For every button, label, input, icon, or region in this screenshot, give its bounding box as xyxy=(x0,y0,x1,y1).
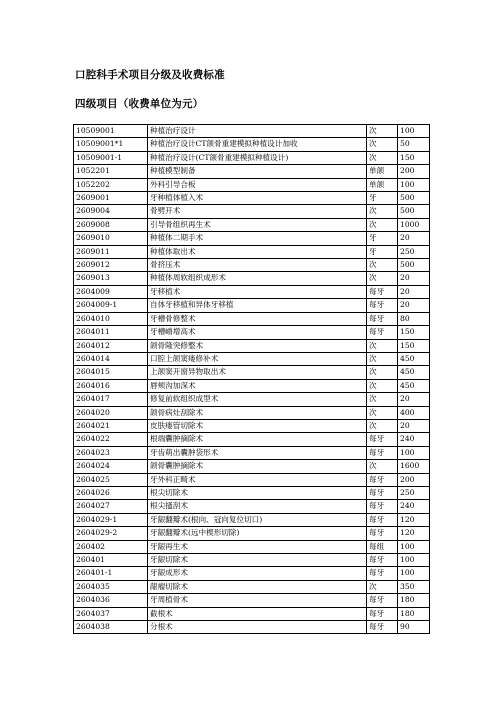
item-name-cell: 牙种植体植入术 xyxy=(148,192,367,205)
item-code-cell: 2604036 xyxy=(74,594,148,607)
unit-cell: 次 xyxy=(367,580,398,593)
item-name-cell: 种植体二期手术 xyxy=(148,232,367,245)
item-name-cell: 牙龈翻瓣术(远中楔形切除) xyxy=(148,527,367,540)
item-code-cell: 2604022 xyxy=(74,433,148,446)
item-code-cell: 2604011 xyxy=(74,326,148,339)
unit-cell: 次 xyxy=(367,366,398,379)
item-code-cell: 2604014 xyxy=(74,352,148,365)
table-row xyxy=(74,406,430,419)
price-cell: 250 xyxy=(398,245,430,258)
unit-cell: 每牙 xyxy=(367,607,398,620)
unit-cell: 次 xyxy=(367,125,398,138)
item-code-cell: 260402 xyxy=(74,540,148,553)
item-name-cell: 引导骨组织再生术 xyxy=(148,218,367,231)
price-cell: 240 xyxy=(398,433,430,446)
price-cell: 80 xyxy=(398,312,430,325)
table-row xyxy=(74,232,430,245)
item-code-cell: 2604012 xyxy=(74,339,148,352)
item-name-cell: 种植治疗设计CT颌骨重建模拟种植设计加收 xyxy=(148,138,367,151)
item-code-cell: 2604035 xyxy=(74,580,148,593)
price-cell: 250 xyxy=(398,486,430,499)
price-cell: 100 xyxy=(398,554,430,567)
item-code-cell: 2604015 xyxy=(74,366,148,379)
unit-cell: 每牙 xyxy=(367,554,398,567)
item-code-cell: 2604027 xyxy=(74,500,148,513)
price-cell: 180 xyxy=(398,594,430,607)
price-cell: 200 xyxy=(398,165,430,178)
unit-cell: 次 xyxy=(367,339,398,352)
price-cell: 100 xyxy=(398,567,430,580)
price-cell: 120 xyxy=(398,527,430,540)
table-row xyxy=(74,366,430,379)
item-code-cell: 2604029-2 xyxy=(74,527,148,540)
item-name-cell: 骨挤压术 xyxy=(148,259,367,272)
item-name-cell: 种植体取出术 xyxy=(148,245,367,258)
unit-cell: 次 xyxy=(367,138,398,151)
unit-cell: 每牙 xyxy=(367,312,398,325)
document-subtitle: 四级项目（收费单位为元） xyxy=(75,98,204,110)
item-code-cell: 2609004 xyxy=(74,205,148,218)
table-row xyxy=(74,192,430,205)
table-row xyxy=(74,513,430,526)
item-name-cell: 根尖搔刮术 xyxy=(148,500,367,513)
unit-cell: 每牙 xyxy=(367,621,398,634)
table-row xyxy=(74,259,430,272)
unit-cell: 每牙 xyxy=(367,500,398,513)
item-name-cell: 牙槽骨修整术 xyxy=(148,312,367,325)
table-row xyxy=(74,567,430,580)
item-code-cell: 2609008 xyxy=(74,218,148,231)
item-code-cell: 2604017 xyxy=(74,393,148,406)
table-row xyxy=(74,607,430,620)
price-cell: 150 xyxy=(398,339,430,352)
item-name-cell: 截根术 xyxy=(148,607,367,620)
unit-cell: 每牙 xyxy=(367,433,398,446)
item-code-cell: 2604023 xyxy=(74,446,148,459)
price-cell: 450 xyxy=(398,366,430,379)
item-name-cell: 口腔上颌窦瘘修补术 xyxy=(148,352,367,365)
item-name-cell: 唇颊沟加深术 xyxy=(148,379,367,392)
item-code-cell: 2604016 xyxy=(74,379,148,392)
price-cell: 20 xyxy=(398,285,430,298)
unit-cell: 每牙 xyxy=(367,486,398,499)
unit-cell: 次 xyxy=(367,419,398,432)
table-row xyxy=(74,218,430,231)
unit-cell: 次 xyxy=(367,460,398,473)
price-cell: 350 xyxy=(398,580,430,593)
item-name-cell: 颌骨隆突修整术 xyxy=(148,339,367,352)
item-name-cell: 牙外科正畸术 xyxy=(148,473,367,486)
price-cell: 100 xyxy=(398,540,430,553)
item-code-cell: 2604009-1 xyxy=(74,299,148,312)
item-code-cell: 2604026 xyxy=(74,486,148,499)
item-code-cell: 2609010 xyxy=(74,232,148,245)
price-cell: 500 xyxy=(398,259,430,272)
item-code-cell: 2604009 xyxy=(74,285,148,298)
item-name-cell: 自体牙移植和异体牙移植 xyxy=(148,299,367,312)
item-code-cell: 2609001 xyxy=(74,192,148,205)
price-cell: 200 xyxy=(398,473,430,486)
price-cell: 1000 xyxy=(398,218,430,231)
unit-cell: 每牙 xyxy=(367,285,398,298)
unit-cell: 单颌 xyxy=(367,178,398,191)
table-row xyxy=(74,312,430,325)
unit-cell: 每牙 xyxy=(367,299,398,312)
table-row xyxy=(74,554,430,567)
unit-cell: 次 xyxy=(367,151,398,164)
table-row xyxy=(74,285,430,298)
table-row xyxy=(74,500,430,513)
item-code-cell: 2609013 xyxy=(74,272,148,285)
price-cell: 150 xyxy=(398,326,430,339)
item-code-cell: 2604020 xyxy=(74,406,148,419)
item-name-cell: 皮肤瘘管切除术 xyxy=(148,419,367,432)
item-name-cell: 种植模型制备 xyxy=(148,165,367,178)
unit-cell: 次 xyxy=(367,218,398,231)
unit-cell: 每牙 xyxy=(367,473,398,486)
table-row xyxy=(74,339,430,352)
item-code-cell: 10509001-1 xyxy=(74,151,148,164)
item-name-cell: 牙槽嵴增高术 xyxy=(148,326,367,339)
price-cell: 20 xyxy=(398,419,430,432)
item-name-cell: 上颌窦开窗异物取出术 xyxy=(148,366,367,379)
item-name-cell: 牙周植骨术 xyxy=(148,594,367,607)
item-code-cell: 10509001 xyxy=(74,125,148,138)
table-row xyxy=(74,540,430,553)
price-cell: 90 xyxy=(398,621,430,634)
unit-cell: 次 xyxy=(367,379,398,392)
price-cell: 100 xyxy=(398,446,430,459)
unit-cell: 每牙 xyxy=(367,567,398,580)
price-cell: 50 xyxy=(398,138,430,151)
table-row xyxy=(74,299,430,312)
unit-cell: 牙 xyxy=(367,245,398,258)
item-code-cell: 260401 xyxy=(74,554,148,567)
unit-cell: 次 xyxy=(367,406,398,419)
table-row xyxy=(74,473,430,486)
price-cell: 400 xyxy=(398,406,430,419)
item-code-cell: 2604024 xyxy=(74,460,148,473)
unit-cell: 次 xyxy=(367,393,398,406)
price-cell: 120 xyxy=(398,513,430,526)
item-code-cell: 260401-1 xyxy=(74,567,148,580)
item-name-cell: 修复前软组织成型术 xyxy=(148,393,367,406)
price-cell: 20 xyxy=(398,299,430,312)
unit-cell: 每牙 xyxy=(367,527,398,540)
unit-cell: 每牙 xyxy=(367,513,398,526)
unit-cell: 牙 xyxy=(367,192,398,205)
table-row xyxy=(74,326,430,339)
unit-cell: 每牙 xyxy=(367,446,398,459)
unit-cell: 单颌 xyxy=(367,165,398,178)
table-row xyxy=(74,594,430,607)
table-row xyxy=(74,393,430,406)
price-cell: 1600 xyxy=(398,460,430,473)
item-code-cell: 1052201 xyxy=(74,165,148,178)
item-name-cell: 龈瘤切除术 xyxy=(148,580,367,593)
table-row xyxy=(74,245,430,258)
item-code-cell: 1052202 xyxy=(74,178,148,191)
price-cell: 20 xyxy=(398,393,430,406)
item-name-cell: 根尖切除术 xyxy=(148,486,367,499)
item-name-cell: 牙龈切除术 xyxy=(148,554,367,567)
table-row xyxy=(74,272,430,285)
item-name-cell: 颌骨囊肿摘除术 xyxy=(148,460,367,473)
item-name-cell: 种植治疗设计 xyxy=(148,125,367,138)
item-code-cell: 2609012 xyxy=(74,259,148,272)
table-row xyxy=(74,460,430,473)
item-name-cell: 牙龈再生术 xyxy=(148,540,367,553)
table-row xyxy=(74,125,430,138)
item-code-cell: 2604037 xyxy=(74,607,148,620)
price-cell: 450 xyxy=(398,379,430,392)
item-code-cell: 2604029-1 xyxy=(74,513,148,526)
table-row xyxy=(74,165,430,178)
unit-cell: 每牙 xyxy=(367,326,398,339)
unit-cell: 次 xyxy=(367,272,398,285)
price-cell: 150 xyxy=(398,151,430,164)
fee-table-body xyxy=(74,125,430,634)
price-cell: 450 xyxy=(398,352,430,365)
unit-cell: 每组 xyxy=(367,540,398,553)
price-cell: 20 xyxy=(398,272,430,285)
item-name-cell: 牙龈成形术 xyxy=(148,567,367,580)
price-cell: 20 xyxy=(398,232,430,245)
unit-cell: 每牙 xyxy=(367,594,398,607)
fee-table xyxy=(73,124,430,634)
item-name-cell: 种植治疗设计(CT颌骨重建模拟种植设计) xyxy=(148,151,367,164)
table-row xyxy=(74,352,430,365)
item-name-cell: 根端囊肿摘除术 xyxy=(148,433,367,446)
item-name-cell: 分根术 xyxy=(148,621,367,634)
item-name-cell: 牙齿萌出囊肿袋形术 xyxy=(148,446,367,459)
unit-cell: 次 xyxy=(367,205,398,218)
table-row xyxy=(74,527,430,540)
price-cell: 500 xyxy=(398,192,430,205)
unit-cell: 次 xyxy=(367,259,398,272)
price-cell: 100 xyxy=(398,125,430,138)
item-code-cell: 2604038 xyxy=(74,621,148,634)
price-cell: 100 xyxy=(398,178,430,191)
unit-cell: 牙 xyxy=(367,232,398,245)
table-row xyxy=(74,379,430,392)
item-code-cell: 2604010 xyxy=(74,312,148,325)
table-row xyxy=(74,580,430,593)
item-name-cell: 外科引导合板 xyxy=(148,178,367,191)
item-name-cell: 牙龈翻瓣术(根向、冠向复位切口) xyxy=(148,513,367,526)
table-row xyxy=(74,205,430,218)
item-code-cell: 2604025 xyxy=(74,473,148,486)
table-row xyxy=(74,621,430,634)
item-name-cell: 种植体周软组织成形术 xyxy=(148,272,367,285)
table-row xyxy=(74,486,430,499)
table-row xyxy=(74,446,430,459)
item-name-cell: 骨劈开术 xyxy=(148,205,367,218)
table-row xyxy=(74,178,430,191)
item-name-cell: 颌骨病灶刮除术 xyxy=(148,406,367,419)
item-code-cell: 10509001*1 xyxy=(74,138,148,151)
table-row xyxy=(74,138,430,151)
document-title: 口腔科手术项目分级及收费标准 xyxy=(75,69,225,81)
table-row xyxy=(74,433,430,446)
table-row xyxy=(74,419,430,432)
item-code-cell: 2609011 xyxy=(74,245,148,258)
table-row xyxy=(74,151,430,164)
price-cell: 240 xyxy=(398,500,430,513)
item-code-cell: 2604021 xyxy=(74,419,148,432)
price-cell: 500 xyxy=(398,205,430,218)
price-cell: 180 xyxy=(398,607,430,620)
unit-cell: 次 xyxy=(367,352,398,365)
item-name-cell: 牙移植术 xyxy=(148,285,367,298)
